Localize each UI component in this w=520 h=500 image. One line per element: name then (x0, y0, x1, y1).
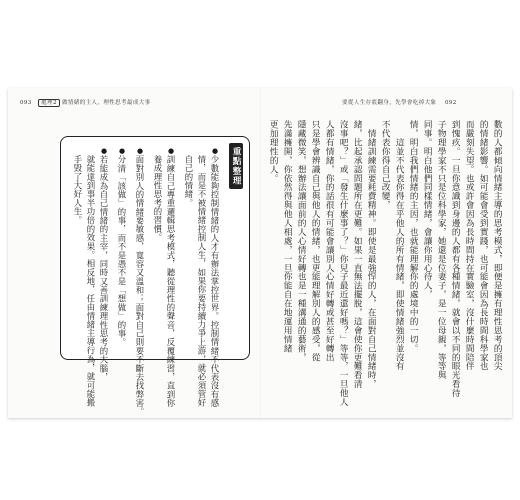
key-points-title: 重點整理 (229, 143, 243, 189)
left-running-header (20, 98, 151, 106)
bullet-icon: ● (100, 147, 108, 156)
bullet-icon: ● (211, 147, 219, 156)
key-point-line: 就能達到事半功倍的效果。相反地，任由情緒主導行為，就可能搬 (86, 155, 96, 408)
body-text-line: 不代表你得自己改變， (380, 120, 391, 210)
body-text-line: 只是學會辨識自己與他人的情緒，也更能理解別人的感受，從 (310, 120, 321, 362)
key-point-line: ●少數能夠控制情緒的人才有辦法掌控世界。控制情緒不代表沒有感 (210, 147, 220, 408)
left-running-head: 做情緒的主人，理性思考最成大事 (62, 100, 151, 106)
body-text-line: 情，明白我們情緒的主因，也就能理解你的處境中的一切。 (408, 120, 419, 353)
body-text-line: 子物理學家不只是位科學家，她還是位妻子，是一位母親，等等與 (436, 120, 447, 380)
body-text-line: 更加理性的人。 (268, 120, 279, 183)
body-text-line: 沒事吧？」或「發生什麼事了？」你兒子最近還好嗎？」等等，一旦他人 (338, 120, 349, 407)
bullet-icon: ● (167, 147, 175, 156)
key-point-line: 情，而是不被情緒控制人生，如果你要持續力爭上游，就必須管好 (197, 155, 207, 408)
key-point-line: 自己的情緒。 (184, 155, 194, 208)
right-running-head: 要從人生存底翻身，先學會吃掉大象 (342, 100, 437, 106)
key-point-line: ●分清「該做」的事，而不是憑不是「想做」的事。 (117, 147, 127, 347)
key-point-line: ●訓練自己專重邏輯思考模式，聽從理性的聲音，反覆練習，直到你 (166, 147, 176, 408)
body-text-line: 情緒訓練需要耗費精神。即使是最強悍的人，在面對自己情緒時， (366, 120, 377, 389)
right-page-number: 092 (445, 100, 457, 106)
bullet-icon: ● (118, 147, 126, 156)
page-gutter (260, 88, 261, 418)
right-running-header (342, 98, 457, 106)
body-text-line: 緒，比起承認問題所在更難。如果一直無法擺脫，這會使你更難看清 (352, 120, 363, 389)
key-point-line: ●若能成為自己情緒的主宰，同時又善訓練理性思考的大腦， (99, 147, 109, 382)
body-text-line: 這並不代表你得在乎他人的所有情緒，即使情緒強烈並沒有 (394, 120, 405, 371)
bullet-icon: ● (136, 147, 144, 156)
key-point-line: ●面對別人的情緒要敏感，寬容又溫和；面對自己則要不斷去找弊害。 (135, 147, 145, 417)
chapter-tag: 處理2 (38, 99, 60, 107)
key-points-box (60, 136, 250, 417)
key-point-line: 手毀了大好人生。 (73, 155, 83, 225)
body-text-line: 同事。明白他們同樣情緒，會讓你用心待人， (422, 120, 433, 299)
body-text-line: 的情緒影響。如可能會受到實踐，也可能會因為長時間科學家也 (478, 120, 489, 371)
left-page-number: 093 (20, 100, 32, 106)
body-text-line: 而嚴刻失望。也或許會因為長時間持在實驗室，沒什麼時間陪伴 (464, 120, 475, 371)
body-text-line: 隱藏微笑，想辦法讓面前的人心情好轉也是一種溝通的藝術， (296, 120, 307, 362)
body-text-line: 數的人都傾向情緒主導的思考模式，即便是擁有理性思考的頂尖 (492, 120, 503, 371)
body-text-line: 到愧疚。一旦你意識到身邊的人都有各種情緒，就會以不同的眼光看待 (450, 120, 461, 398)
body-text-line: 人都有情緒，你的話很有可能會讓別人心情好轉或甚至好轉出 (324, 120, 335, 362)
key-point-line: 養成理性思考的習慣。 (153, 155, 163, 242)
body-text-line: 先滿擁開，你依然得與他人相處，一旦你能自在地運用情緒 (282, 120, 293, 353)
book-spread (8, 88, 512, 418)
